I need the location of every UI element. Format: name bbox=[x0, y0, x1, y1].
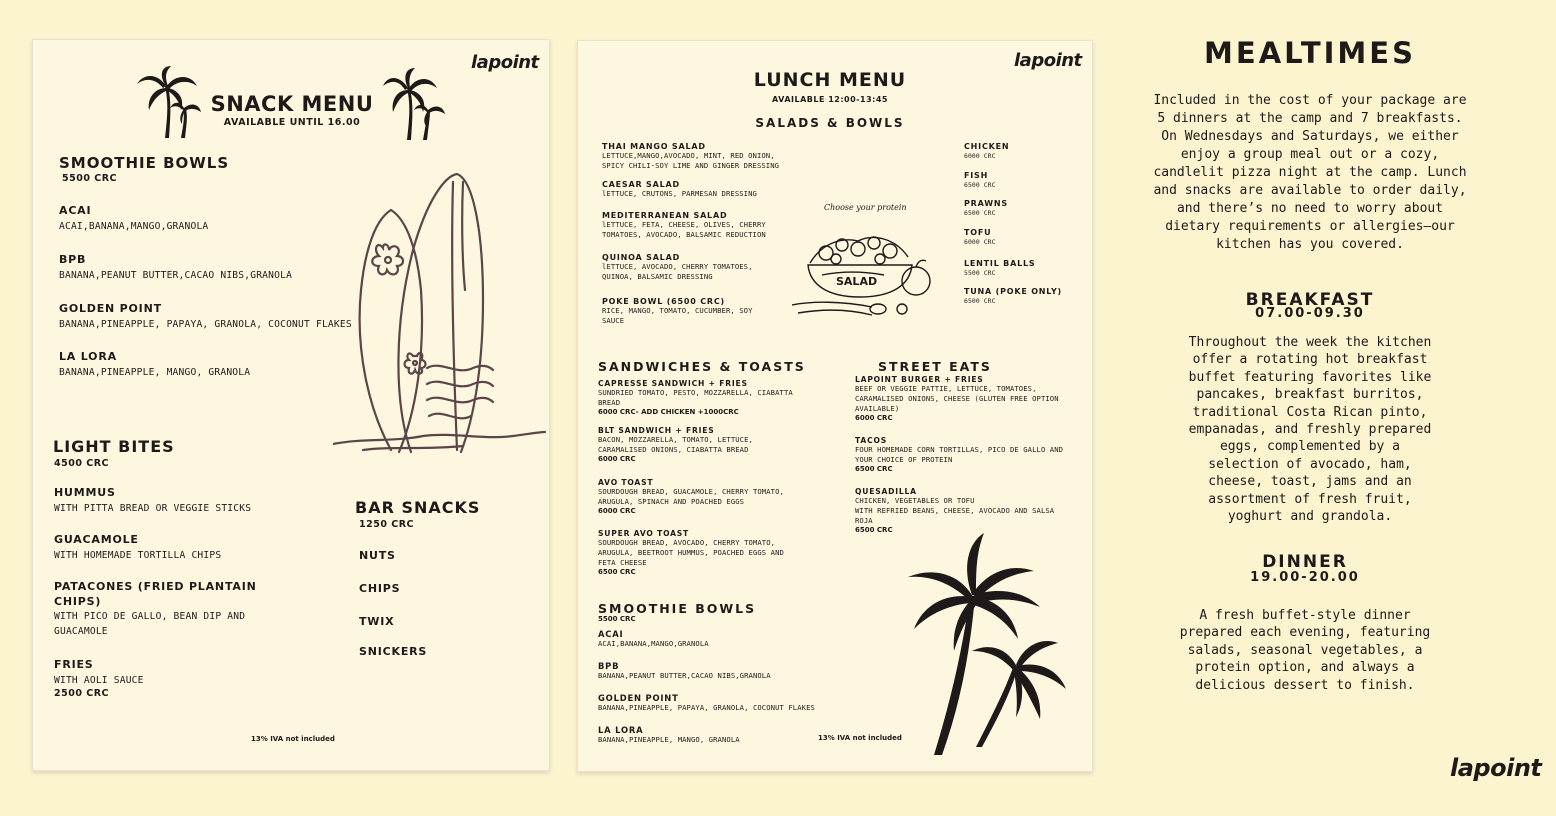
text-line: and there’s no need to worry about bbox=[1176, 201, 1444, 216]
text-line: selection of avocado, ham, bbox=[1208, 456, 1412, 472]
item-description: ARUGULA, SPINACH AND POACHED EGGS bbox=[598, 497, 745, 506]
item-price: 6000 CRC bbox=[855, 414, 893, 422]
list-item bbox=[602, 142, 779, 171]
item-name: CHIPS) bbox=[54, 595, 102, 608]
item-price: 6500 CRC bbox=[855, 465, 893, 473]
list-item bbox=[964, 142, 1009, 161]
tax-note: 13% IVA not included bbox=[818, 734, 902, 742]
protein-name: TUNA (POKE ONLY) bbox=[964, 287, 1062, 296]
text-line: kitchen has you covered. bbox=[1216, 237, 1404, 252]
item-price: 6500 CRC bbox=[855, 526, 893, 534]
list-item bbox=[598, 693, 815, 713]
item-description: BANANA,PEANUT BUTTER,CACAO NIBS,GRANOLA bbox=[598, 671, 771, 680]
item-description: WITH PITTA BREAD OR VEGGIE STICKS bbox=[54, 503, 252, 514]
item-description: SPICY CHILI-SOY LIME AND GINGER DRESSING bbox=[602, 161, 780, 170]
item-description: ACAI,BANANA,MANGO,GRANOLA bbox=[598, 639, 709, 648]
text-line: On Wednesdays and Saturdays, we either bbox=[1161, 129, 1459, 144]
text-line: and snacks are available to order daily, bbox=[1153, 183, 1467, 198]
text-line: yoghurt and grandola. bbox=[1227, 509, 1393, 525]
menu-title: SNACK MENU bbox=[210, 92, 374, 116]
item-description: SAUCE bbox=[602, 316, 625, 325]
item-name: BLT SANDWICH + FRIES bbox=[598, 426, 715, 435]
item-description: lETTUCE, CRUTONS, PARMESAN DRESSING bbox=[602, 189, 757, 198]
item-name: ACAI bbox=[59, 204, 92, 217]
tax-note: 13% IVA not included bbox=[251, 735, 335, 743]
section-price: 4500 CRC bbox=[54, 458, 110, 469]
section-title-smoothie-bowls: SMOOTHIE BOWLS bbox=[59, 154, 230, 172]
list-item: CHIPS bbox=[359, 582, 401, 595]
list-item bbox=[855, 436, 1063, 473]
item-name: GOLDEN POINT bbox=[598, 693, 679, 703]
list-item bbox=[602, 253, 753, 282]
item-description: SOURDOUGH BREAD, GUACAMOLE, CHERRY TOMATO, bbox=[598, 487, 784, 496]
text-line: empanadas, and freshly prepared bbox=[1188, 422, 1432, 438]
section-title-light-bites: LIGHT BITES bbox=[53, 437, 175, 456]
list-item bbox=[598, 379, 793, 416]
protein-price: 6500 CRC bbox=[964, 297, 996, 305]
salad-bowl-label: SALAD bbox=[836, 275, 878, 288]
breakfast-paragraph bbox=[1110, 334, 1510, 525]
protein-price: 6500 CRC bbox=[964, 181, 996, 189]
lunch-menu-card bbox=[577, 40, 1093, 772]
item-name: FRIES bbox=[54, 658, 94, 671]
text-line: salads, seasonal vegetables, a bbox=[1187, 642, 1423, 658]
menu-subtitle: AVAILABLE 12:00-13:45 bbox=[772, 95, 888, 104]
item-name: LA LORA bbox=[598, 725, 644, 735]
list-item bbox=[598, 661, 771, 681]
item-name: CAPRESSE SANDWICH + FRIES bbox=[598, 379, 748, 388]
item-description: WITH HOMEMADE TORTILLA CHIPS bbox=[54, 550, 222, 561]
text-line: protein option, and always a bbox=[1195, 660, 1415, 676]
item-description: BANANA,PINEAPPLE, PAPAYA, GRANOLA, COCONUT FLAKES bbox=[59, 319, 352, 330]
text-line: dietary requirements or allergies—our bbox=[1165, 219, 1455, 234]
item-name: GUACAMOLE bbox=[54, 533, 139, 546]
item-description: RICE, MANGO, TOMATO, CUCUMBER, SOY bbox=[602, 306, 753, 315]
item-name: POKE BOWL (6500 CRC) bbox=[602, 297, 725, 306]
item-name: BPB bbox=[59, 253, 87, 266]
item-description: BREAD bbox=[598, 398, 621, 407]
item-description: ROJA bbox=[855, 516, 873, 525]
section-price: 5500 CRC bbox=[598, 615, 636, 623]
item-description: BEEF OR VEGGIE PATTIE, LETTUCE, TOMATOES, bbox=[855, 384, 1037, 393]
list-item bbox=[602, 211, 766, 240]
item-name: BPB bbox=[598, 661, 620, 671]
item-name: GOLDEN POINT bbox=[59, 302, 162, 315]
list-item bbox=[598, 478, 784, 515]
item-name: LA LORA bbox=[59, 350, 117, 363]
item-name: CAESAR SALAD bbox=[602, 180, 680, 189]
menu-subtitle: AVAILABLE UNTIL 16.00 bbox=[223, 117, 361, 128]
item-description: BANANA,PEANUT BUTTER,CACAO NIBS,GRANOLA bbox=[59, 270, 293, 281]
list-item bbox=[59, 302, 352, 332]
text-line: 5 dinners at the camp and 7 breakfasts. bbox=[1157, 111, 1463, 126]
item-description: TOMATOES, AVOCADO, BALSAMIC REDUCTION bbox=[602, 230, 766, 239]
palm-trees-illustration bbox=[878, 533, 1078, 757]
protein-name: FISH bbox=[964, 171, 989, 180]
dinner-title: DINNER bbox=[1262, 552, 1348, 572]
list-item bbox=[855, 375, 1059, 422]
list-item bbox=[855, 487, 1054, 534]
choose-protein-note: Choose your protein bbox=[824, 203, 907, 212]
item-name: MEDITERRANEAN SALAD bbox=[602, 211, 728, 220]
item-name: ACAI bbox=[598, 629, 624, 639]
list-item: NUTS bbox=[359, 549, 396, 562]
breakfast-title: BREAKFAST bbox=[1245, 290, 1375, 310]
list-item bbox=[59, 350, 250, 380]
text-line: enjoy a group meal out or a cozy, bbox=[1180, 147, 1440, 162]
item-name: SUPER AVO TOAST bbox=[598, 529, 690, 538]
item-name: QUINOA SALAD bbox=[602, 253, 681, 262]
list-item bbox=[59, 253, 292, 283]
item-name: AVO TOAST bbox=[598, 478, 654, 487]
text-line: Throughout the week the kitchen bbox=[1188, 335, 1432, 350]
item-description: YOUR CHOICE OF PROTEIN bbox=[855, 455, 953, 464]
item-description: CHICKEN, VEGETABLES OR TOFU bbox=[855, 496, 975, 505]
dinner-paragraph bbox=[1105, 607, 1505, 694]
item-name: HUMMUS bbox=[54, 486, 116, 499]
text-line: A fresh buffet-style dinner bbox=[1199, 608, 1411, 623]
item-description: BANANA,PINEAPPLE, MANGO, GRANOLA bbox=[598, 735, 740, 744]
intro-paragraph bbox=[1110, 92, 1510, 254]
text-line: eggs, complemented by a bbox=[1219, 439, 1400, 455]
item-description: CARAMALISED ONIONS, CIABATTA BREAD bbox=[598, 445, 749, 454]
list-item bbox=[598, 725, 740, 745]
salad-bowl-illustration bbox=[792, 223, 938, 325]
list-item bbox=[54, 533, 221, 563]
section-title-smoothie-bowls: SMOOTHIE BOWLS bbox=[598, 601, 757, 616]
item-description: FOUR HOMEMADE CORN TORTILLAS, PICO DE GALLO AND bbox=[855, 445, 1064, 454]
section-title-salads: SALADS & BOWLS bbox=[755, 116, 905, 130]
dinner-time: 19.00-20.00 bbox=[1250, 570, 1360, 585]
protein-name: PRAWNS bbox=[964, 199, 1008, 208]
item-price: 6000 CRC- ADD CHICKEN +1000CRC bbox=[598, 408, 739, 416]
text-line: candlelit pizza night at the camp. Lunch bbox=[1153, 165, 1467, 180]
protein-name: LENTIL BALLS bbox=[964, 259, 1036, 268]
list-item bbox=[964, 228, 996, 247]
item-name: PATACONES (FRIED PLANTAIN bbox=[54, 580, 257, 593]
text-line: prepared each evening, featuring bbox=[1179, 625, 1431, 641]
item-description: QUINOA, BALSAMIC DRESSING bbox=[602, 272, 713, 281]
item-description: SOURDOUGH BREAD, AVOCADO, CHERRY TOMATO, bbox=[598, 538, 776, 547]
item-description: AVAILABLE) bbox=[855, 404, 900, 413]
item-description: FETA CHEESE bbox=[598, 558, 647, 567]
text-line: offer a rotating hot breakfast bbox=[1192, 352, 1428, 368]
list-item bbox=[54, 580, 257, 639]
list-item: TWIX bbox=[359, 615, 395, 628]
item-name: QUESADILLA bbox=[855, 487, 917, 496]
brand-logo: lapoint bbox=[1014, 50, 1082, 71]
item-description: WITH REFRIED BEANS, CHEESE, AVOCADO AND SALSA bbox=[855, 506, 1055, 515]
item-price: 6000 CRC bbox=[598, 455, 636, 463]
item-name: TACOS bbox=[855, 436, 887, 445]
brand-logo: lapoint bbox=[1450, 754, 1542, 782]
protein-price: 5500 CRC bbox=[964, 269, 996, 277]
list-item bbox=[598, 629, 709, 649]
text-line: buffet featuring favorites like bbox=[1188, 369, 1432, 385]
list-item bbox=[598, 426, 753, 463]
item-description: lETTUCE, AVOCADO, CHERRY TOMATOES, bbox=[602, 262, 753, 271]
item-description: WITH PICO DE GALLO, BEAN DIP AND bbox=[54, 611, 246, 622]
list-item bbox=[964, 199, 1008, 218]
list-item bbox=[964, 287, 1062, 306]
list-item bbox=[598, 529, 784, 576]
protein-name: CHICKEN bbox=[964, 142, 1010, 151]
item-description: SUNDRIED TOMATO, PESTO, MOZZARELLA, CIABATTA bbox=[598, 388, 793, 397]
item-description: BANANA,PINEAPPLE, PAPAYA, GRANOLA, COCONUT FLAKES bbox=[598, 703, 815, 712]
breakfast-time: 07.00-09.30 bbox=[1255, 306, 1365, 321]
text-line: assortment of fresh fruit, bbox=[1208, 491, 1412, 507]
list-item bbox=[964, 171, 996, 190]
item-name: LAPOINT BURGER + FRIES bbox=[855, 375, 984, 384]
protein-price: 6000 CRC bbox=[964, 238, 996, 246]
list-item bbox=[54, 486, 251, 516]
section-price: 1250 CRC bbox=[359, 519, 415, 530]
section-title-street-eats: STREET EATS bbox=[878, 359, 992, 374]
menu-title: LUNCH MENU bbox=[753, 69, 907, 91]
section-title-sandwiches: SANDWICHES & TOASTS bbox=[598, 359, 806, 374]
item-description: CARAMALISED ONIONS, CHEESE (GLUTEN FREE OPTION bbox=[855, 394, 1059, 403]
item-price: 6000 CRC bbox=[598, 507, 636, 515]
item-description: BANANA,PINEAPPLE, MANGO, GRANOLA bbox=[59, 367, 251, 378]
item-description: GUACAMOLE bbox=[54, 626, 108, 637]
section-price: 5500 CRC bbox=[62, 173, 118, 184]
list-item bbox=[54, 658, 144, 699]
item-name: THAI MANGO SALAD bbox=[602, 142, 706, 151]
item-description: ARUGULA, BEETROOT HUMMUS, POACHED EGGS AND bbox=[598, 548, 784, 557]
protein-price: 6000 CRC bbox=[964, 152, 996, 160]
list-item bbox=[59, 204, 208, 234]
brand-logo: lapoint bbox=[471, 52, 539, 73]
list-item bbox=[602, 180, 757, 199]
text-line: traditional Costa Rican pinto, bbox=[1192, 404, 1428, 420]
item-price: 2500 CRC bbox=[54, 688, 110, 699]
page-title: MEALTIMES bbox=[1204, 36, 1416, 70]
item-description: BACON, MOZZARELLA, TOMATO, LETTUCE, bbox=[598, 435, 753, 444]
snack-menu-card bbox=[32, 39, 550, 771]
list-item bbox=[964, 259, 1035, 278]
item-description: lETTUCE, FETA, CHEESE, OLIVES, CHERRY bbox=[602, 220, 766, 229]
text-line: delicious dessert to finish. bbox=[1195, 677, 1415, 693]
text-line: pancakes, breakfast burritos, bbox=[1196, 387, 1424, 403]
text-line: Included in the cost of your package are bbox=[1153, 93, 1467, 108]
item-description: ACAI,BANANA,MANGO,GRANOLA bbox=[59, 221, 209, 232]
protein-name: TOFU bbox=[964, 228, 992, 237]
item-price: 6500 CRC bbox=[598, 568, 636, 576]
list-item bbox=[602, 297, 753, 326]
list-item: SNICKERS bbox=[359, 645, 428, 658]
section-title-bar-snacks: BAR SNACKS bbox=[355, 498, 481, 517]
item-description: LETTUCE,MANGO,AVOCADO, MINT, RED ONION, bbox=[602, 151, 775, 160]
surfboards-illustration bbox=[333, 170, 547, 458]
item-description: WITH AOLI SAUCE bbox=[54, 675, 144, 686]
text-line: cheese, toast, jams and an bbox=[1208, 474, 1412, 490]
protein-price: 6500 CRC bbox=[964, 209, 996, 217]
